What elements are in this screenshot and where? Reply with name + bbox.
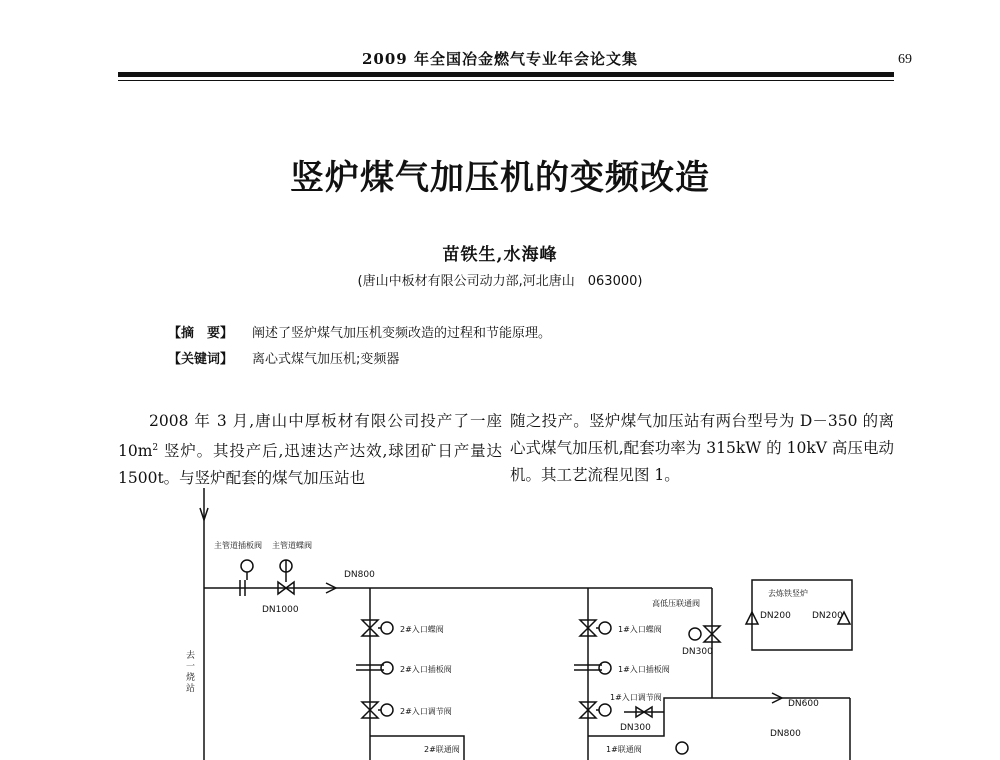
u2-reg-actuator <box>381 704 393 716</box>
u1-reg-actuator <box>599 704 611 716</box>
keywords-label: 【关键词】 <box>168 352 234 367</box>
body-column-right <box>510 408 894 489</box>
header-rule-thick <box>118 72 894 77</box>
page-number: 69 <box>898 52 912 67</box>
label-main-butterfly-valve: 主管道蝶阀 <box>272 541 312 550</box>
label-dn200-left: DN200 <box>760 611 791 621</box>
actuator-circle-a <box>241 560 253 572</box>
label-u1-inlet-butterfly: 1#入口蝶阀 <box>618 625 662 634</box>
label-u1-inlet-plug: 1#入口插板阀 <box>618 665 670 674</box>
paper-authors: 苗铁生,水海峰 <box>442 245 558 265</box>
u1-bypass-actuator <box>676 742 688 754</box>
label-dn300-a: DN300 <box>682 647 713 657</box>
abstract-label: 【摘 要】 <box>168 326 234 341</box>
superscript: 2 <box>152 443 159 453</box>
label-dn300-b: DN300 <box>620 723 651 733</box>
u1-plug-actuator <box>599 662 611 674</box>
label-vertical-destination: 去一烧站 <box>186 651 196 694</box>
keywords-row <box>168 348 399 367</box>
process-flow-diagram <box>0 480 1000 760</box>
label-u1-bypass: 1#联通阀 <box>606 745 642 754</box>
paper-title: 竖炉煤气加压机的变频改造 <box>290 158 710 198</box>
body-paragraph-right: 随之投产。竖炉煤气加压站有两台型号为 D－350 的离心式煤气加压机,配套功率为 315kW 的 10kV 高压电动机。其工艺流程见图 1。 <box>510 412 894 484</box>
label-to-furnace: 去炼铁竖炉 <box>768 589 808 598</box>
running-header: 2009 年全国冶金燃气专业年会论文集 <box>362 50 638 68</box>
label-u2-inlet-plug: 2#入口插板阀 <box>400 665 452 674</box>
body-text-a: 2008 年 3 月,唐山中厚板材有限公司投产了一座 10m <box>118 412 502 461</box>
label-u2-bypass: 2#联通阀 <box>424 745 460 754</box>
abstract-text: 阐述了竖炉煤气加压机变频改造的过程和节能原理。 <box>252 326 552 341</box>
label-dn200-right: DN200 <box>812 611 843 621</box>
abstract-row <box>168 322 551 341</box>
label-u1-inlet-regulating: 1#入口调节阀 <box>610 693 662 702</box>
hp-lp-actuator <box>689 628 701 640</box>
u1-outlet-pipe <box>588 698 760 736</box>
label-dn800-top: DN800 <box>344 570 375 580</box>
label-dn1000: DN1000 <box>262 605 299 615</box>
label-u2-inlet-regulating: 2#入口调节阀 <box>400 707 452 716</box>
label-dn800-right: DN800 <box>770 729 801 739</box>
label-dn600: DN600 <box>788 699 819 709</box>
label-hp-lp-valve: 高低压联通阀 <box>652 599 700 608</box>
u2-butterfly-actuator <box>381 622 393 634</box>
header-rule-thin <box>118 80 894 81</box>
paper-affiliation: (唐山中板材有限公司动力部,河北唐山 063000) <box>357 274 643 289</box>
u2-plug-actuator <box>381 662 393 674</box>
label-main-plug-valve: 主管道插板阀 <box>214 541 262 550</box>
u1-butterfly-actuator <box>599 622 611 634</box>
keywords-text: 离心式煤气加压机;变频器 <box>252 352 400 367</box>
label-u2-inlet-butterfly: 2#入口蝶阀 <box>400 625 444 634</box>
body-text-b: 竖炉。其投产后,迅速达产达效,球团矿日产量达 1500t。与竖炉配套的煤气加压站也 <box>118 442 502 488</box>
